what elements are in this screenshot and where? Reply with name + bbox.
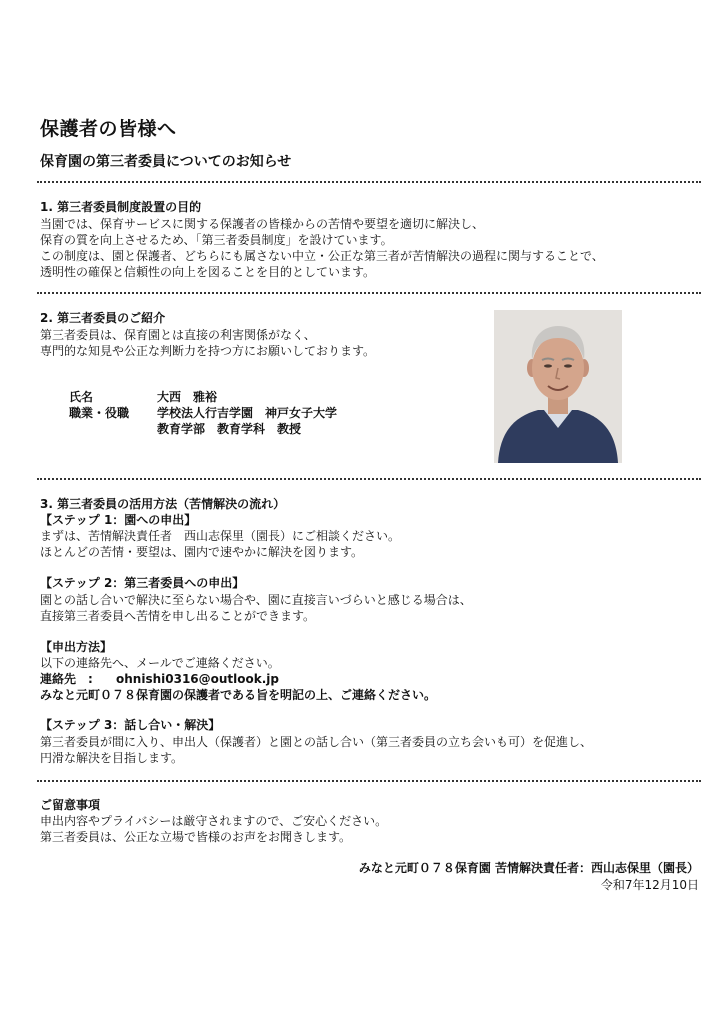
section2-heading: 2. 第三者委員のご紹介: [40, 311, 166, 325]
divider: [37, 181, 701, 183]
responsible-person: みなと元町０７８保育園 苦情解決責任者：西山志保里（園長）: [358, 861, 699, 875]
page-title: 保護者の皆様へ: [40, 118, 177, 140]
section1-heading: 1. 第三者委員制度設置の目的: [40, 200, 202, 214]
divider: [37, 478, 701, 480]
step1-line: まずは、苦情解決責任者 西山志保里（園長）にご相談ください。: [40, 529, 401, 543]
section1-line: この制度は、園と保護者、どちらにも属さない中立・公正な第三者が苦情解決の過程に関与することで、: [40, 249, 604, 263]
step3-title: 【ステップ 3：話し合い・解決】: [40, 718, 221, 732]
contact-email[interactable]: ohnishi0316@outlook.jp: [116, 672, 280, 686]
step1-line: ほとんどの苦情・要望は、園内で速やかに解決を図ります。: [40, 545, 364, 559]
name-value: 大西 雅裕: [157, 390, 218, 404]
step3-line: 円滑な解決を目指します。: [40, 751, 184, 765]
committee-member-photo: [494, 310, 622, 463]
section3-heading: 3. 第三者委員の活用方法（苦情解決の流れ）: [40, 497, 286, 511]
step2-line: 直接第三者委員へ苦情を申し出ることができます。: [40, 609, 316, 623]
job-value: 教育学部 教育学科 教授: [157, 422, 302, 436]
notes-line: 第三者委員は、公正な立場で皆様のお声をお聞きします。: [40, 830, 352, 844]
step1-title: 【ステップ 1：園への申出】: [40, 513, 197, 527]
notes-heading: ご留意事項: [40, 798, 101, 812]
page-subtitle: 保育園の第三者委員についてのお知らせ: [40, 154, 292, 170]
section2-line: 第三者委員は、保育園とは直接の利害関係がなく、: [40, 328, 316, 342]
section1-line: 当園では、保育サービスに関する保護者の皆様からの苦情や要望を適切に解決し、: [40, 217, 485, 231]
divider: [37, 292, 701, 294]
divider: [37, 780, 701, 782]
job-value: 学校法人行吉学園 神戸女子大学: [157, 406, 338, 420]
notes-line: 申出内容やプライバシーは厳守されますので、ご安心ください。: [40, 814, 388, 828]
step2-title: 【ステップ 2：第三者委員への申出】: [40, 576, 245, 590]
method-line: 以下の連絡先へ、メールでご連絡ください。: [40, 656, 280, 670]
job-label: 職業・役職: [69, 406, 130, 420]
step2-line: 園との話し合いで解決に至らない場合や、園に直接言いづらいと感じる場合は、: [40, 593, 472, 607]
method-note: みなと元町０７８保育園の保護者である旨を明記の上、ご連絡ください。: [40, 688, 437, 702]
name-label: 氏名: [69, 390, 94, 404]
contact-label: 連絡先 :: [40, 672, 93, 686]
issue-date: 令和7年12月10日: [600, 878, 699, 892]
step3-line: 第三者委員が間に入り、申出人（保護者）と園との話し合い（第三者委員の立ち会いも可）を促進し、: [40, 735, 593, 749]
section1-line: 透明性の確保と信頼性の向上を図ることを目的としています。: [40, 265, 376, 279]
section2-line: 専門的な知見や公正な判断力を持つ方にお願いしております。: [40, 344, 376, 358]
section1-line: 保育の質を向上させるため、「第三者委員制度」を設けています。: [40, 233, 393, 247]
method-title: 【申出方法】: [40, 640, 113, 654]
